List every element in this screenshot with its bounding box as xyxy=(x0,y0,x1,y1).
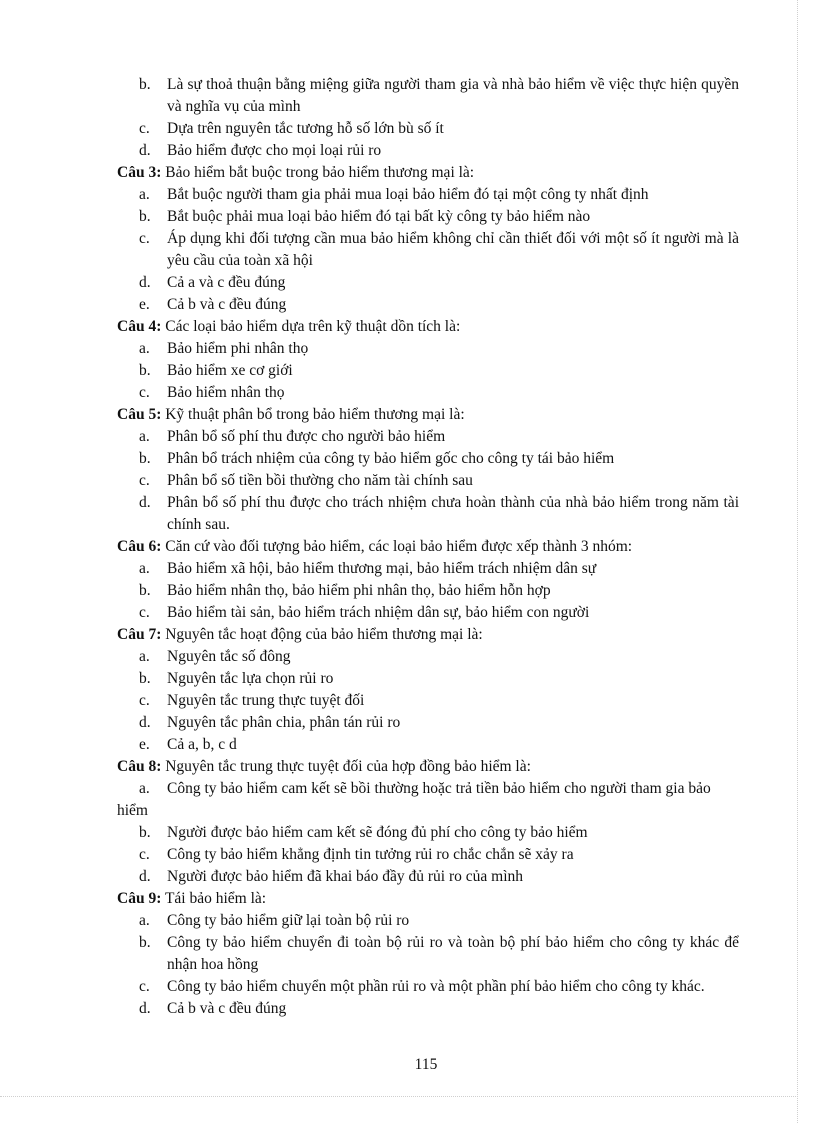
answer-option xyxy=(117,206,739,228)
answer-option xyxy=(117,360,739,382)
option-letter: a. xyxy=(139,912,150,929)
answer-option xyxy=(117,272,739,294)
question-text: Tái bảo hiểm là: xyxy=(161,890,267,907)
option-text: Cả b và c đều đúng xyxy=(167,1000,287,1017)
option-text: Người được bảo hiểm cam kết sẽ đóng đủ phí cho công ty bảo hiểm xyxy=(167,824,588,841)
answer-option xyxy=(117,470,739,492)
answer-option xyxy=(117,910,739,932)
option-letter: e. xyxy=(139,736,150,753)
question-heading xyxy=(117,536,739,558)
question-text: Bảo hiểm bắt buộc trong bảo hiểm thương mại là: xyxy=(161,164,475,181)
option-letter: a. xyxy=(139,780,150,797)
option-letter: a. xyxy=(139,428,150,445)
answer-option xyxy=(117,492,739,536)
option-text: Nguyên tắc phân chia, phân tán rủi ro xyxy=(167,714,401,731)
document-body xyxy=(117,74,739,1020)
answer-option xyxy=(117,426,739,448)
option-text: Công ty bảo hiểm chuyển một phần rủi ro và một phần phí bảo hiểm cho công ty khác. xyxy=(167,978,705,995)
question-number: Câu 9: xyxy=(117,890,162,907)
answer-option xyxy=(117,602,739,624)
option-letter: c. xyxy=(139,604,150,621)
question-text: Kỹ thuật phân bổ trong bảo hiểm thương mại là: xyxy=(161,406,465,423)
page-bottom-rule xyxy=(0,1096,798,1097)
answer-option xyxy=(117,448,739,470)
answer-option xyxy=(117,844,739,866)
answer-option xyxy=(117,646,739,668)
option-text: Công ty bảo hiểm chuyển đi toàn bộ rủi ro và toàn bộ phí bảo hiểm cho công ty khác để nhận hoa hồng xyxy=(167,934,739,973)
answer-option xyxy=(117,228,739,272)
option-text: Nguyên tắc lựa chọn rủi ro xyxy=(167,670,334,687)
option-letter: e. xyxy=(139,296,150,313)
option-letter: c. xyxy=(139,384,150,401)
answer-option xyxy=(117,338,739,360)
option-text: Cả a, b, c d xyxy=(167,736,237,753)
option-text: Cả a và c đều đúng xyxy=(167,274,286,291)
option-text: Phân bổ số tiền bồi thường cho năm tài chính sau xyxy=(167,472,473,489)
option-letter: b. xyxy=(139,824,151,841)
answer-option xyxy=(117,734,739,756)
option-letter: a. xyxy=(139,560,150,577)
option-text: Bảo hiểm xã hội, bảo hiểm thương mại, bảo hiểm trách nhiệm dân sự xyxy=(167,560,597,577)
answer-option xyxy=(117,690,739,712)
answer-option xyxy=(117,976,739,998)
option-letter: d. xyxy=(139,1000,151,1017)
answer-option xyxy=(117,184,739,206)
option-letter: b. xyxy=(139,582,151,599)
option-letter: d. xyxy=(139,274,151,291)
option-letter: c. xyxy=(139,846,150,863)
option-text: Công ty bảo hiểm khẳng định tin tưởng rủi ro chắc chắn sẽ xảy ra xyxy=(167,846,574,863)
option-letter: b. xyxy=(139,450,151,467)
question-heading xyxy=(117,162,739,184)
option-text: Bảo hiểm phi nhân thọ xyxy=(167,340,309,357)
question-number: Câu 5: xyxy=(117,406,162,423)
option-letter: c. xyxy=(139,230,150,247)
option-text: Người được bảo hiểm đã khai báo đầy đủ rủi ro của mình xyxy=(167,868,524,885)
option-letter: c. xyxy=(139,978,150,995)
question-number: Câu 7: xyxy=(117,626,162,643)
option-text: Phân bổ số phí thu được cho người bảo hiểm xyxy=(167,428,446,445)
option-text: Bảo hiểm nhân thọ, bảo hiểm phi nhân thọ, bảo hiểm hỗn hợp xyxy=(167,582,551,599)
answer-option xyxy=(117,580,739,602)
question-number: Câu 3: xyxy=(117,164,162,181)
option-letter: b. xyxy=(139,208,151,225)
option-text: Bắt buộc phải mua loại bảo hiểm đó tại bất kỳ công ty bảo hiểm nào xyxy=(167,208,591,225)
option-text: Bảo hiểm được cho mọi loại rủi ro xyxy=(167,142,382,159)
option-letter: a. xyxy=(139,648,150,665)
answer-option xyxy=(117,822,739,844)
option-text: Nguyên tắc trung thực tuyệt đối xyxy=(167,692,365,709)
option-text: Bắt buộc người tham gia phải mua loại bảo hiểm đó tại một công ty nhất định xyxy=(167,186,649,203)
option-letter: d. xyxy=(139,868,151,885)
option-letter: b. xyxy=(139,934,151,951)
option-letter: d. xyxy=(139,494,151,511)
option-text: Bảo hiểm tài sản, bảo hiểm trách nhiệm dân sự, bảo hiểm con người xyxy=(167,604,590,621)
question-number: Câu 4: xyxy=(117,318,162,335)
page-border xyxy=(797,0,798,1123)
option-text: Áp dụng khi đối tượng cần mua bảo hiểm không chỉ cần thiết đối với một số ít người mà là yêu cầu của toàn xã hội xyxy=(167,230,739,269)
answer-option xyxy=(117,778,739,822)
option-letter: c. xyxy=(139,692,150,709)
answer-option xyxy=(117,294,739,316)
question-heading xyxy=(117,888,739,910)
option-text: Bảo hiểm xe cơ giới xyxy=(167,362,293,379)
option-letter: b. xyxy=(139,76,151,93)
option-text: Bảo hiểm nhân thọ xyxy=(167,384,285,401)
question-text: Nguyên tắc hoạt động của bảo hiểm thương mại là: xyxy=(161,626,483,643)
option-letter: d. xyxy=(139,714,151,731)
question-number: Câu 8: xyxy=(117,758,162,775)
option-text: Dựa trên nguyên tắc tương hỗ số lớn bù số ít xyxy=(167,120,444,137)
option-text: Phân bổ số phí thu được cho trách nhiệm chưa hoàn thành của nhà bảo hiểm trong năm tài chính sau. xyxy=(167,494,739,533)
option-text: Công ty bảo hiểm giữ lại toàn bộ rủi ro xyxy=(167,912,410,929)
option-text: Công ty bảo hiểm cam kết sẽ bồi thường hoặc trả tiền bảo hiểm cho người tham gia bảo hiểm xyxy=(117,780,711,819)
question-text: Nguyên tắc trung thực tuyệt đối của hợp đồng bảo hiểm là: xyxy=(161,758,531,775)
answer-option xyxy=(117,866,739,888)
question-heading xyxy=(117,316,739,338)
option-letter: b. xyxy=(139,362,151,379)
answer-option xyxy=(117,998,739,1020)
question-heading xyxy=(117,756,739,778)
option-letter: a. xyxy=(139,340,150,357)
question-number: Câu 6: xyxy=(117,538,162,555)
option-letter: c. xyxy=(139,472,150,489)
answer-option xyxy=(117,932,739,976)
answer-option xyxy=(117,712,739,734)
option-letter: b. xyxy=(139,670,151,687)
question-heading xyxy=(117,404,739,426)
option-text: Nguyên tắc số đông xyxy=(167,648,291,665)
option-letter: c. xyxy=(139,120,150,137)
answer-option xyxy=(117,558,739,580)
option-text: Cả b và c đều đúng xyxy=(167,296,287,313)
answer-option xyxy=(117,382,739,404)
option-letter: a. xyxy=(139,186,150,203)
question-heading xyxy=(117,624,739,646)
answer-option xyxy=(117,74,739,118)
option-letter: d. xyxy=(139,142,151,159)
question-text: Căn cứ vào đối tượng bảo hiểm, các loại bảo hiểm được xếp thành 3 nhóm: xyxy=(161,538,633,555)
answer-option xyxy=(117,668,739,690)
answer-option xyxy=(117,140,739,162)
page-number: 115 xyxy=(414,1056,438,1073)
option-text: Phân bổ trách nhiệm của công ty bảo hiểm gốc cho công ty tái bảo hiểm xyxy=(167,450,615,467)
answer-option xyxy=(117,118,739,140)
question-text: Các loại bảo hiểm dựa trên kỹ thuật dồn tích là: xyxy=(161,318,461,335)
option-text: Là sự thoả thuận bằng miệng giữa người tham gia và nhà bảo hiểm về việc thực hiện quyền và nghĩa vụ của mình xyxy=(167,76,739,115)
